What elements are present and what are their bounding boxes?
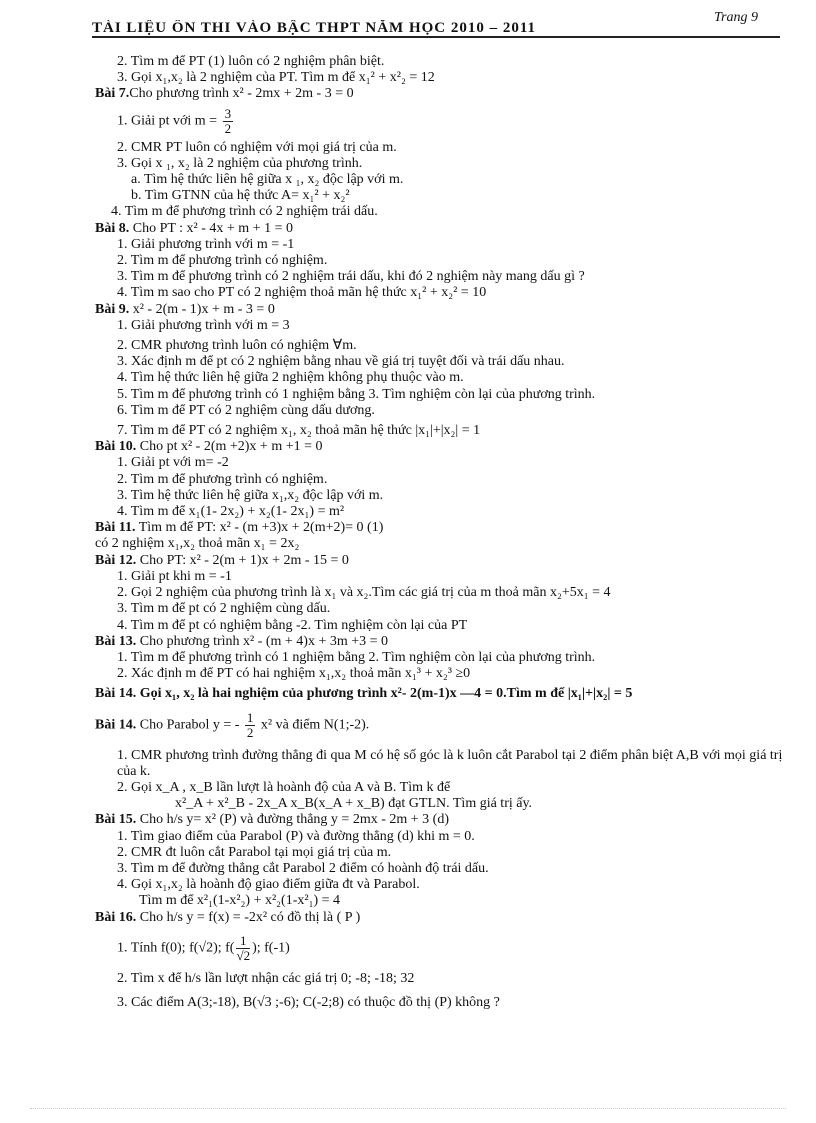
list-item: 2. Gọi 2 nghiệm của phương trình là x₁ và x₂.Tìm các giá trị của m thoả mãn x₂+5x₁ = 4: [117, 585, 611, 601]
document-title: TÀI LIỆU ÔN THI VÀO BẬC THPT NĂM HỌC 2010 – 2011: [92, 20, 537, 36]
exercise-text: có 2 nghiệm x₁,x₂ thoả mãn x₁ = 2x₂: [95, 536, 300, 552]
list-item: 2. CMR phương trình luôn có nghiệm ∀m.: [117, 338, 357, 354]
list-item: 2. Tìm m để phương trình có nghiệm.: [117, 253, 328, 269]
exercise-title: Bài 15.: [95, 812, 137, 828]
exercise-11: [95, 520, 795, 536]
list-item: 4. Tìm hệ thức liên hệ giữa 2 nghiệm không phụ thuộc vào m.: [117, 370, 464, 386]
list-item: [95, 934, 795, 963]
exercise-15: [95, 812, 795, 828]
exercise-text: x² và điểm N(1;-2).: [257, 717, 370, 733]
list-item: 5. Tìm m để phương trình có 1 nghiệm bằng 3. Tìm nghiệm còn lại của phương trình.: [117, 386, 596, 402]
exercise-8: [95, 221, 795, 237]
list-item: 3. Tìm m để đường thẳng cắt Parabol 2 điểm có hoành độ trái dấu.: [117, 860, 489, 876]
denominator: 2: [224, 120, 232, 136]
list-item: 1. Giải pt khi m = -1: [117, 568, 232, 584]
exercise-10: [95, 439, 795, 455]
fraction: [236, 934, 250, 963]
list-item: 1. Giải phương trình với m = 3: [117, 317, 290, 333]
list-item: 1. Giải pt với m= -2: [117, 455, 229, 471]
list-item: 2. Tìm m để PT (1) luôn có 2 nghiệm phân biệt.: [117, 54, 385, 69]
exercise-14a: Bài 14. Gọi x₁, x₂ là hai nghiệm của phương trình x²- 2(m-1)x —4 = 0.Tìm m để |x₁|+|x₂| = 5: [95, 686, 633, 702]
exercise-title: Bài 9.: [95, 301, 130, 317]
list-item: 1. Tìm giao điểm của Parabol (P) và đường thẳng (d) khi m = 0.: [117, 828, 475, 844]
exercise-text: Cho phương trình x² - (m + 4)x + 3m +3 = 0: [136, 633, 389, 649]
page-number: Trang 9: [714, 10, 758, 25]
numerator: 1: [236, 934, 250, 949]
exercise-text: x² - 2(m - 1)x + m - 3 = 0: [129, 301, 275, 317]
denominator: √2: [236, 947, 251, 963]
exercise-9: [95, 302, 795, 318]
list-item: 6. Tìm m để PT có 2 nghiệm cùng dấu dương.: [117, 402, 375, 418]
list-item: [95, 107, 795, 136]
list-item: Tìm m để x²₁(1-x²₂) + x²₂(1-x²₁) = 4: [139, 893, 341, 909]
list-item: 2. CMR đt luôn cắt Parabol tại mọi giá trị của m.: [117, 844, 392, 860]
exercise-text: Cho pt x² - 2(m +2)x + m +1 = 0: [136, 439, 323, 455]
list-item: 3. Gọi x ₁, x₂ là 2 nghiệm của phương trình.: [117, 155, 363, 171]
list-item: 1. Tìm m để phương trình có 1 nghiệm bằng 2. Tìm nghiệm còn lại của phương trình.: [117, 649, 596, 665]
list-item: a. Tìm hệ thức liên hệ giữa x ₁, x₂ độc lập với m.: [131, 172, 404, 188]
exercise-title: Bài 13.: [95, 633, 137, 649]
list-item: 3. Xác định m để pt có 2 nghiệm bằng nhau về giá trị tuyệt đối và trái dấu nhau.: [117, 354, 565, 370]
exercise-title: Bài 14.: [95, 717, 137, 733]
list-item: 3. Tìm hệ thức liên hệ giữa x₁,x₂ độc lập với m.: [117, 487, 384, 503]
page-bottom-border: [30, 1108, 786, 1109]
list-item: b. Tìm GTNN của hệ thức A= x₁² + x₂²: [131, 188, 350, 204]
exercise-text: Cho h/s y= x² (P) và đường thẳng y = 2mx - 2m + 3 (d): [136, 812, 449, 828]
exercise-12: [95, 553, 795, 569]
list-item: 4. Tìm m sao cho PT có 2 nghiệm thoả mãn hệ thức x₁² + x₂² = 10: [117, 285, 487, 301]
exercise-title: Bài 16.: [95, 909, 137, 925]
item-text: ); f(-1): [252, 940, 290, 956]
numerator: 1: [246, 709, 254, 725]
list-item: x²_A + x²_B - 2x_A x_B(x_A + x_B) đạt GTLN. Tìm giá trị ấy.: [175, 796, 533, 812]
list-item: 2. Tìm x để h/s lần lượt nhận các giá trị 0; -8; -18; 32: [117, 970, 415, 986]
exercise-text: Cho PT : x² - 4x + m + 1 = 0: [129, 220, 293, 236]
list-item: 4. Tìm m để phương trình có 2 nghiệm trái dấu.: [111, 204, 378, 220]
list-item: 2. Tìm m để phương trình có nghiệm.: [117, 471, 328, 487]
exercise-16: [95, 910, 795, 926]
list-item: 4. Gọi x₁,x₂ là hoành độ giao điểm giữa đt và Parabol.: [117, 877, 420, 893]
list-item: 4. Tìm m để x₁(1- 2x₂) + x₂(1- 2x₁) = m²: [117, 504, 345, 520]
fraction: [223, 107, 234, 136]
exercise-title: Bài 12.: [95, 552, 137, 568]
item-text: 1. Giải pt với m =: [117, 113, 221, 129]
exercise-title: Bài 7.: [95, 86, 130, 102]
exercise-title: Bài 10.: [95, 439, 137, 455]
list-item: 1. Giải phương trình với m = -1: [117, 236, 295, 252]
exercise-text: Cho h/s y = f(x) = -2x² có đồ thị là ( P ): [136, 909, 361, 925]
list-item: 2. Xác định m để PT có hai nghiệm x₁,x₂ thoả mãn x₁³ + x₂³ ≥0: [117, 666, 471, 682]
list-item: 3. Các điểm A(3;-18), B(√3 ;-6); C(-2;8) có thuộc đồ thị (P) không ?: [117, 994, 500, 1010]
exercise-title: Bài 11.: [95, 520, 136, 536]
list-item: 7. Tìm m để PT có 2 nghiệm x₁, x₂ thoả mãn hệ thức |x₁|+|x₂| = 1: [117, 423, 481, 439]
list-item: 3. Tìm m để pt có 2 nghiệm cùng dấu.: [117, 601, 331, 617]
exercise-text: Cho Parabol y = -: [136, 717, 243, 733]
list-item: 1. CMR phương trình đường thẳng đi qua M có hệ số góc là k luôn cắt Parabol tại 2 điểm phân biệt A,B với mọi giá trị của k.: [117, 747, 783, 779]
fraction: [245, 711, 256, 740]
list-item: 3. Gọi x₁,x₂ là 2 nghiệm của PT. Tìm m để x₁² + x²₂ = 12: [117, 70, 435, 86]
list-item: 2. CMR PT luôn có nghiệm với mọi giá trị của m.: [117, 139, 397, 155]
denominator: 2: [246, 724, 254, 740]
list-item: 4. Tìm m để pt có nghiệm bằng -2. Tìm nghiệm còn lại của PT: [117, 617, 468, 633]
exercise-text: Cho phương trình x² - 2mx + 2m - 3 = 0: [129, 86, 354, 102]
list-item: 3. Tìm m để phương trình có 2 nghiệm trái dấu, khi đó 2 nghiệm này mang dấu gì ?: [117, 269, 585, 285]
item-text: 1. Tính f(0); f(√2); f(: [117, 940, 235, 956]
exercise-14b: [95, 711, 795, 740]
exercise-text: Cho PT: x² - 2(m + 1)x + 2m - 15 = 0: [136, 552, 349, 568]
exercise-13: [95, 634, 795, 650]
exercise-title: Bài 8.: [95, 220, 130, 236]
page-header: [92, 10, 780, 38]
exercise-7: [95, 86, 795, 102]
list-item: 2. Gọi x_A , x_B lần lượt là hoành độ của A và B. Tìm k để: [117, 779, 451, 795]
document-body: [95, 54, 795, 1011]
numerator: 3: [224, 105, 232, 121]
exercise-text: Tìm m để PT: x² - (m +3)x + 2(m+2)= 0 (1): [135, 520, 384, 536]
